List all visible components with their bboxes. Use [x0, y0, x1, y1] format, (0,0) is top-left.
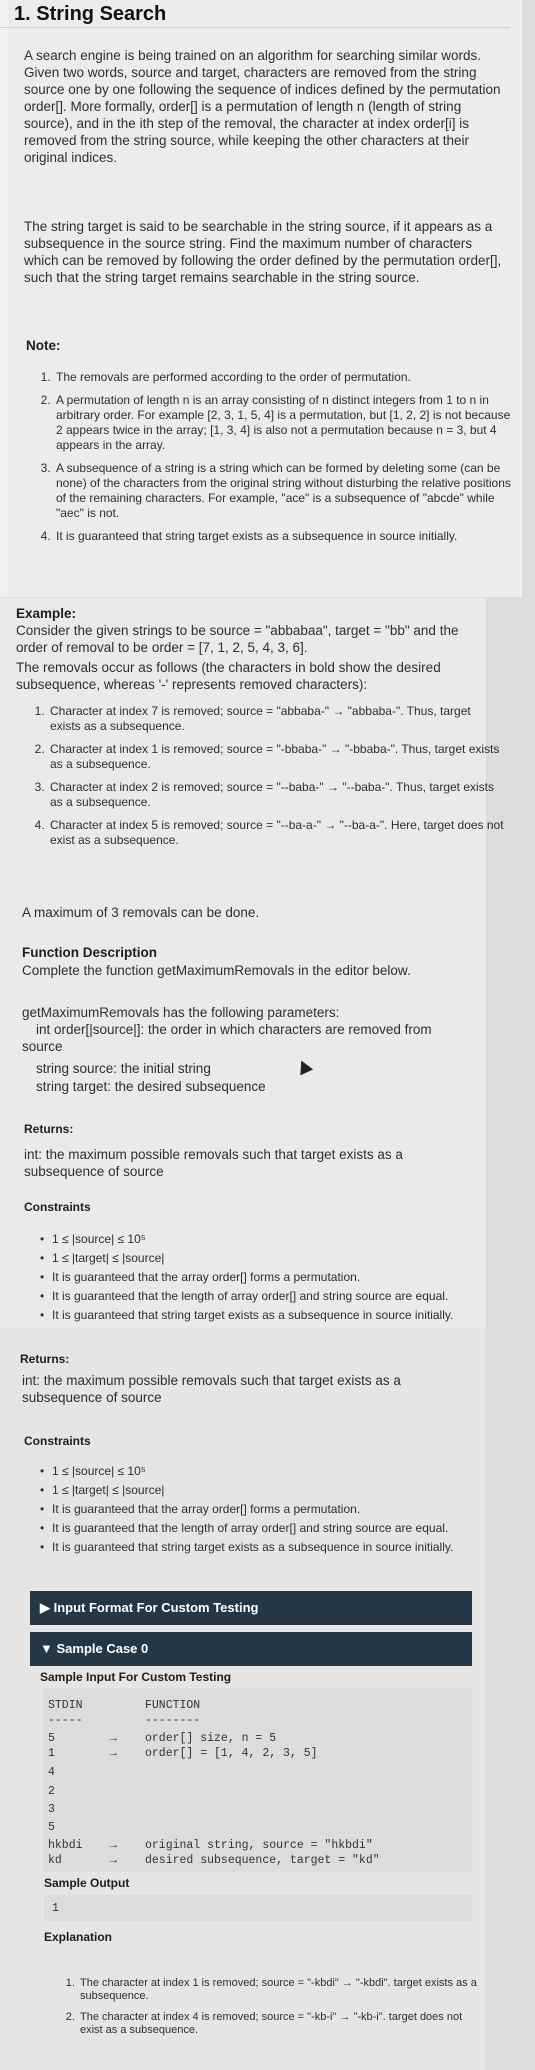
example-step: 2. Character at index 1 is removed; source = "-bbaba-" → "-bbaba-". Thus, target exists as a subsequence.: [48, 742, 504, 772]
sample-input-heading: Sample Input For Custom Testing: [40, 1670, 232, 1684]
constraints-list: [34, 1232, 502, 1327]
arrow-icon: →: [110, 1854, 117, 1867]
constraint-item: • 1 ≤ |target| ≤ |source|: [52, 1483, 502, 1498]
page-title: 1. String Search: [14, 3, 167, 25]
arrow-icon: →: [110, 1747, 117, 1760]
example-steps: [24, 704, 504, 856]
sample-case-toggle[interactable]: ▼ Sample Case 0: [30, 1632, 472, 1666]
constraint-item: • 1 ≤ |source| ≤ 10⁵: [52, 1232, 502, 1247]
example-step: 1. Character at index 7 is removed; source = "abbaba-" → "abbaba-". Thus, target exists as a subsequence.: [48, 704, 504, 734]
constraint-item: • It is guaranteed that the array order[] forms a permutation.: [52, 1502, 502, 1517]
note-item: 2. A permutation of length n is an array consisting of n distinct integers from 1 to n in arbitrary order. For example [2, 3, 1, 5, 4] is a permutation, but [1, 2, 2] is not because 2 appears twice in the array; [1, 3, 4] is also not a permutation because n = 3, but 4 appears in the array.: [54, 393, 516, 453]
constraints-heading: Constraints: [24, 1200, 91, 1214]
stdin-row-3: 2: [48, 1785, 55, 1798]
stdin-row-2: 4: [48, 1766, 55, 1779]
sample-input-panel: [42, 1688, 472, 1872]
returns-text: int: the maximum possible removals such that target exists as a subsequence of source: [24, 1147, 403, 1179]
stdin-row-0: 5: [48, 1732, 55, 1745]
returns-text-repeat: int: the maximum possible removals such that target exists as a subsequence of source: [22, 1373, 401, 1405]
example-text-2: The removals occur as follows (the characters in bold show the desired subsequence, whereas '-' represents removed characters):: [16, 660, 441, 692]
param-target: string target: the desired subsequence: [36, 1079, 266, 1094]
constraint-item: • 1 ≤ |target| ≤ |source|: [52, 1251, 502, 1266]
sample-output-heading: Sample Output: [44, 1876, 130, 1890]
explanation-list: [54, 1977, 478, 2045]
constraint-item: • It is guaranteed that string target exists as a subsequence in source initially.: [52, 1308, 502, 1323]
constraint-item: • It is guaranteed that the array order[] forms a permutation.: [52, 1270, 502, 1285]
fn-row-1: order[] = [1, 4, 2, 3, 5]: [145, 1747, 318, 1760]
constraints-heading-repeat: Constraints: [24, 1434, 91, 1448]
example-step: 4. Character at index 5 is removed; source = "--ba-a-" → "--ba-a-". Here, target does not exist as a subsequence.: [48, 818, 504, 848]
function-header: FUNCTION: [145, 1699, 201, 1712]
note-item: 1. The removals are performed according to the order of permutation.: [54, 370, 516, 385]
explanation-heading: Explanation: [44, 1930, 113, 1944]
example-text-1: Consider the given strings to be source = "abbabaa", target = "bb" and the order of removal to be order = [7, 1, 2, 5, 4, 3, 6].: [16, 623, 459, 655]
stdin-row-1: 1: [48, 1747, 55, 1760]
fn-row-0: order[] size, n = 5: [145, 1732, 277, 1745]
sample-output-panel: [44, 1895, 472, 1921]
function-description-heading: Function Description: [22, 945, 157, 960]
constraint-item: • It is guaranteed that the length of array order[] and string source are equal.: [52, 1289, 502, 1304]
stdin-row-4: 3: [48, 1803, 55, 1816]
sample-output-value: 1: [52, 1902, 59, 1915]
params-intro: getMaximumRemovals has the following parameters:: [22, 1005, 340, 1020]
function-description-text: Complete the function getMaximumRemovals in the editor below.: [22, 963, 411, 978]
note-item: 3. A subsequence of a string is a string which can be formed by deleting some (can be none) of the characters from the original string without disturbing the relative positions of the remaining characters. For example, "ace" is a subsequence of "abcde" while "aec" is not.: [54, 461, 516, 521]
explanation-item: 1. The character at index 1 is removed; source = "-kbdi" → "-kbdi". target exists as a subsequence.: [78, 1977, 478, 2003]
explanation-item: 2. The character at index 4 is removed; source = "-kb-i" → "-kb-i". target does not exist as a subsequence.: [78, 2011, 478, 2037]
stdin-header: STDIN: [48, 1699, 83, 1712]
example-result: A maximum of 3 removals can be done.: [22, 905, 260, 920]
note-item: 4. It is guaranteed that string target exists as a subsequence in source initially.: [54, 529, 516, 544]
constraint-item: • It is guaranteed that string target exists as a subsequence in source initially.: [52, 1540, 502, 1555]
intro-paragraph-2: The string target is said to be searchable in the string source, if it appears as a subsequence in the source string. Find the maximum number of characters which can be removed by following the order defined by the permutation order[], such that the string target remains searchable in the string source.: [24, 219, 502, 285]
arrow-icon: →: [110, 1839, 117, 1852]
fn-row-6: original string, source = "hkbdi": [145, 1839, 373, 1852]
note-heading: Note:: [26, 338, 61, 353]
param-source: string source: the initial string: [36, 1061, 211, 1076]
arrow-icon: →: [110, 1732, 117, 1745]
function-rule: --------: [145, 1714, 201, 1727]
constraint-item: • It is guaranteed that the length of array order[] and string source are equal.: [52, 1521, 502, 1536]
example-heading: Example:: [16, 606, 77, 621]
stdin-row-5: 5: [48, 1821, 55, 1834]
constraints-list-repeat: [34, 1464, 502, 1559]
fn-row-7: desired subsequence, target = "kd": [145, 1854, 380, 1867]
note-list: [30, 370, 516, 552]
param-order: int order[|source|]: the order in which characters are removed from source: [22, 1022, 432, 1054]
returns-heading-repeat: Returns:: [20, 1352, 70, 1366]
constraint-item: • 1 ≤ |source| ≤ 10⁵: [52, 1464, 502, 1479]
stdin-row-6: hkbdi: [48, 1839, 83, 1852]
stdin-row-7: kd: [48, 1854, 62, 1867]
stdin-rule: -----: [48, 1714, 83, 1727]
intro-paragraph-1: A search engine is being trained on an algorithm for searching similar words. Given two words, source and target, characters are removed from the string source one by one following the sequence of indices defined by the permutation order[]. More formally, order[] is a permutation of length n (length of string source), and in the ith step of the removal, the character at index order[i] is removed from the string source, while keeping the other characters at their original indices.: [24, 48, 501, 165]
returns-heading: Returns:: [24, 1122, 74, 1136]
title-divider: [0, 27, 510, 28]
example-step: 3. Character at index 2 is removed; source = "--baba-" → "--baba-". Thus, target exists as a subsequence.: [48, 780, 504, 810]
input-format-toggle[interactable]: ▶ Input Format For Custom Testing: [30, 1591, 472, 1625]
